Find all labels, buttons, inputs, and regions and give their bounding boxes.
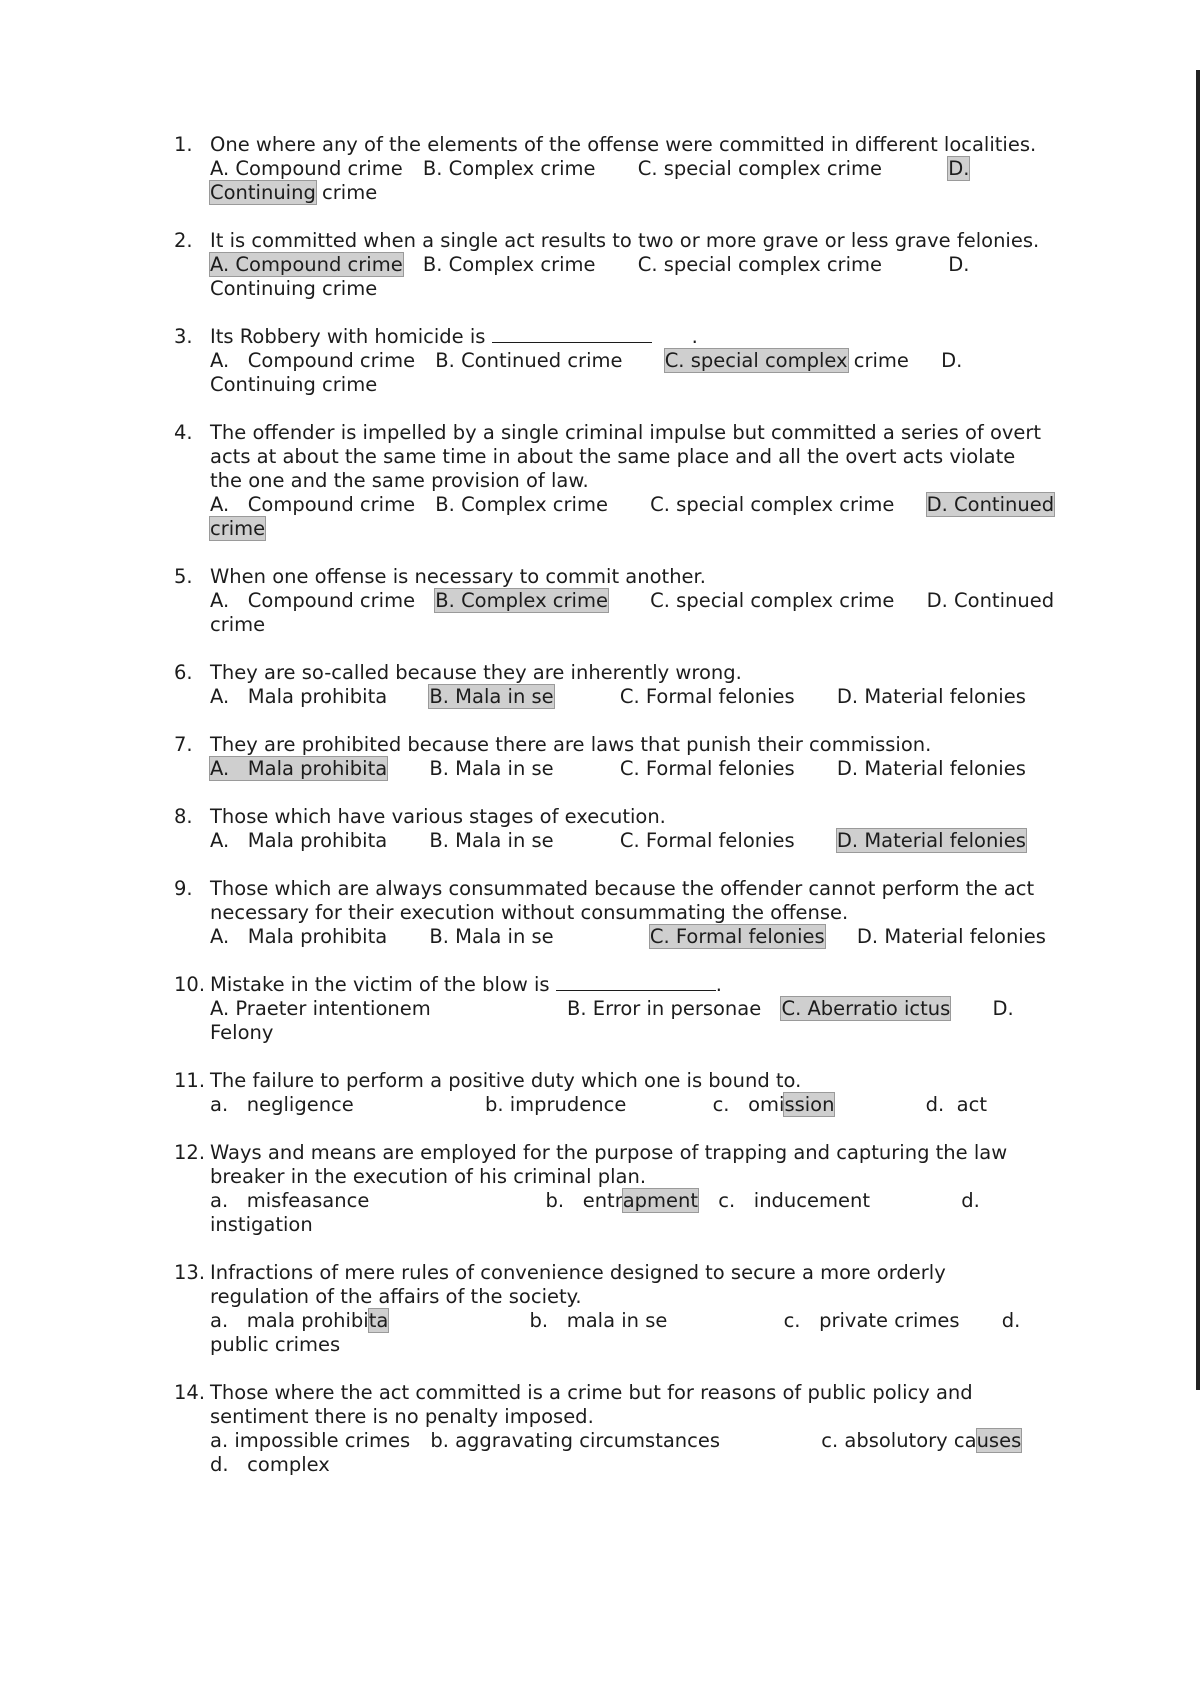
choice-b: B. Mala in se bbox=[429, 757, 554, 780]
choice-a: A. Mala prohibita bbox=[210, 829, 388, 852]
choices bbox=[210, 493, 1074, 541]
question-number: 13. bbox=[174, 1261, 206, 1284]
choice-a: A. Compound crime bbox=[210, 349, 416, 372]
question-3: 3. Its Robbery with homicide is . A. Compound crime B. Continued crime C. special complex crime D. Continuing crime bbox=[174, 325, 1074, 397]
choice-a: A. Mala prohibita bbox=[210, 925, 388, 948]
question-text: Infractions of mere rules of convenience designed to secure a more orderly regulation of the affairs of the society. bbox=[210, 1261, 952, 1308]
choice-d: d. complex bbox=[210, 1453, 330, 1476]
choice-b: B. Mala in se bbox=[429, 829, 554, 852]
question-2 bbox=[174, 229, 1074, 301]
choice-a-highlight: ta bbox=[368, 1309, 389, 1332]
choice-a: A. Praeter intentionem bbox=[210, 997, 431, 1020]
choices bbox=[210, 829, 1074, 853]
choice-a-highlight: A. Compound crime bbox=[210, 253, 403, 276]
choice-d: d. bbox=[961, 1189, 980, 1212]
choice-c: C. Formal felonies bbox=[619, 757, 795, 780]
choice-d-highlight-cont: crime bbox=[210, 517, 266, 540]
question-7 bbox=[174, 733, 1074, 781]
choice-b: b. entr bbox=[545, 1189, 623, 1212]
choice-d-highlight-cont: Continuing bbox=[210, 181, 316, 204]
choice-c: c. absolutory ca bbox=[821, 1429, 977, 1452]
question-11 bbox=[174, 1069, 1074, 1117]
choice-a: A. Compound crime bbox=[210, 157, 403, 180]
choice-c: c. omi bbox=[712, 1093, 785, 1116]
choices bbox=[210, 157, 1074, 205]
choice-c: c. private crimes bbox=[783, 1309, 960, 1332]
choice-c: C. special complex crime bbox=[637, 157, 882, 180]
choice-b: b. mala in se bbox=[529, 1309, 668, 1332]
answer-blank bbox=[492, 326, 652, 343]
choice-d: D. Material felonies bbox=[836, 685, 1026, 708]
question-number: 14. bbox=[174, 1381, 206, 1404]
choice-a: A. Compound crime bbox=[210, 589, 416, 612]
choice-c-highlight: C. Aberratio ictus bbox=[781, 997, 951, 1020]
question-text: They are prohibited because there are laws that punish their commission. bbox=[210, 733, 932, 756]
question-number: 7. bbox=[174, 733, 193, 756]
question-number: 4. bbox=[174, 421, 193, 444]
question-number: 11. bbox=[174, 1069, 206, 1092]
choices bbox=[210, 685, 1074, 709]
choice-b: b. aggravating circumstances bbox=[430, 1429, 721, 1452]
choice-c: c. inducement bbox=[718, 1189, 871, 1212]
choice-c-cont: crime bbox=[847, 349, 909, 372]
question-text: It is committed when a single act results to two or more grave or less grave felonies. bbox=[210, 229, 1040, 252]
question-number: 12. bbox=[174, 1141, 206, 1164]
choice-c: C. special complex crime bbox=[637, 253, 882, 276]
question-text: Those which are always consummated because the offender cannot perform the act necessary for their execution without consummating the offense. bbox=[210, 877, 1041, 924]
choice-c: C. special complex crime bbox=[650, 493, 895, 516]
question-text: They are so-called because they are inherently wrong. bbox=[210, 661, 742, 684]
choice-c: C. Formal felonies bbox=[619, 685, 795, 708]
choice-b: B. Complex crime bbox=[422, 253, 596, 276]
question-12 bbox=[174, 1141, 1074, 1237]
choice-a: a. misfeasance bbox=[210, 1189, 370, 1212]
choice-c-highlight: C. special complex bbox=[664, 349, 848, 372]
choice-a: A. Compound crime bbox=[210, 493, 416, 516]
question-number: 8. bbox=[174, 805, 193, 828]
choice-d-highlight: D. Material felonies bbox=[836, 829, 1026, 852]
choice-a-highlight: A. Mala prohibita bbox=[210, 757, 388, 780]
question-text: The offender is impelled by a single criminal impulse but committed a series of overt acts at about the same time in about the same place and all the overt acts violate the one and the same provision of law. bbox=[210, 421, 1048, 492]
question-6 bbox=[174, 661, 1074, 709]
question-14 bbox=[174, 1381, 1074, 1477]
question-number: 3. bbox=[174, 325, 193, 348]
choice-d: d. act bbox=[925, 1093, 987, 1116]
choice-d-cont: crime bbox=[210, 613, 266, 636]
choice-d-cont: Continuing crime bbox=[210, 277, 378, 300]
choice-d: d. bbox=[1001, 1309, 1021, 1332]
choice-b: B. Error in personae bbox=[566, 997, 762, 1020]
question-number: 9. bbox=[174, 877, 193, 900]
quiz-sheet bbox=[174, 133, 1074, 1501]
choice-d-highlight: D. Continued bbox=[926, 493, 1055, 516]
question-10: 10. Mistake in the victim of the blow is . A. Praeter intentionem B. Error in personae C. Aberratio ictus D. Felony bbox=[174, 973, 1074, 1045]
choice-b-highlight: apment bbox=[622, 1189, 699, 1212]
answer-blank bbox=[556, 974, 716, 991]
choice-b: B. Complex crime bbox=[435, 493, 608, 516]
choice-c-highlight: ssion bbox=[784, 1093, 835, 1116]
choice-c: C. Formal felonies bbox=[619, 829, 795, 852]
question-number: 6. bbox=[174, 661, 193, 684]
choice-d-cont: crime bbox=[315, 181, 378, 204]
question-4 bbox=[174, 421, 1074, 541]
question-number: 10. bbox=[174, 973, 206, 996]
choice-c-highlight: uses bbox=[976, 1429, 1022, 1452]
choices bbox=[210, 1093, 1074, 1117]
question-text: One where any of the elements of the offense were committed in different localities. bbox=[210, 133, 1037, 156]
choices bbox=[210, 1429, 1074, 1477]
choice-d-highlight: D. bbox=[948, 157, 970, 180]
question-number: 5. bbox=[174, 565, 193, 588]
choice-b-highlight: B. Mala in se bbox=[429, 685, 554, 708]
choices bbox=[210, 997, 1074, 1045]
choice-a: A. Mala prohibita bbox=[210, 685, 388, 708]
choice-d: D. bbox=[948, 253, 970, 276]
choice-b-highlight: B. Complex crime bbox=[435, 589, 608, 612]
question-number: 2. bbox=[174, 229, 193, 252]
choice-d-cont: Continuing crime bbox=[210, 373, 378, 396]
choices bbox=[210, 349, 1074, 397]
choices bbox=[210, 1309, 1074, 1357]
choice-d: D. bbox=[941, 349, 963, 372]
question-text: Those where the act committed is a crime but for reasons of public policy and sentiment there is no penalty imposed. bbox=[210, 1381, 979, 1428]
choice-b: B. Complex crime bbox=[422, 157, 596, 180]
choice-b: B. Mala in se bbox=[429, 925, 554, 948]
question-text: Ways and means are employed for the purpose of trapping and capturing the law breaker in the execution of his criminal plan. bbox=[210, 1141, 1014, 1188]
question-text: Mistake in the victim of the blow is bbox=[210, 973, 550, 996]
question-8 bbox=[174, 805, 1074, 853]
choice-c: C. special complex crime bbox=[650, 589, 895, 612]
question-number: 1. bbox=[174, 133, 193, 156]
choice-a: a. mala prohibi bbox=[210, 1309, 369, 1332]
question-text: The failure to perform a positive duty which one is bound to. bbox=[210, 1069, 802, 1092]
choice-d-cont: Felony bbox=[210, 1021, 274, 1044]
choices bbox=[210, 757, 1074, 781]
choice-d-cont: instigation bbox=[210, 1213, 313, 1236]
choices bbox=[210, 589, 1074, 637]
question-5 bbox=[174, 565, 1074, 637]
question-9 bbox=[174, 877, 1074, 949]
question-text: When one offense is necessary to commit another. bbox=[210, 565, 706, 588]
choices bbox=[210, 925, 1074, 949]
choices bbox=[210, 253, 1074, 301]
question-text: Its Robbery with homicide is bbox=[210, 325, 486, 348]
choices bbox=[210, 1189, 1074, 1237]
choice-d: D. Material felonies bbox=[836, 757, 1026, 780]
choice-c-highlight: C. Formal felonies bbox=[649, 925, 825, 948]
choice-b: B. Continued crime bbox=[435, 349, 623, 372]
choice-d: D. bbox=[992, 997, 1014, 1020]
scan-edge-line bbox=[1196, 70, 1200, 1390]
choice-d-cont: public crimes bbox=[210, 1333, 341, 1356]
choice-a: a. impossible crimes bbox=[210, 1429, 411, 1452]
choice-b: b. imprudence bbox=[484, 1093, 627, 1116]
choice-d: D. Continued bbox=[926, 589, 1055, 612]
question-text: Those which have various stages of execution. bbox=[210, 805, 666, 828]
choice-a: a. negligence bbox=[210, 1093, 354, 1116]
question-13 bbox=[174, 1261, 1074, 1357]
question-1 bbox=[174, 133, 1074, 205]
choice-d: D. Material felonies bbox=[856, 925, 1046, 948]
